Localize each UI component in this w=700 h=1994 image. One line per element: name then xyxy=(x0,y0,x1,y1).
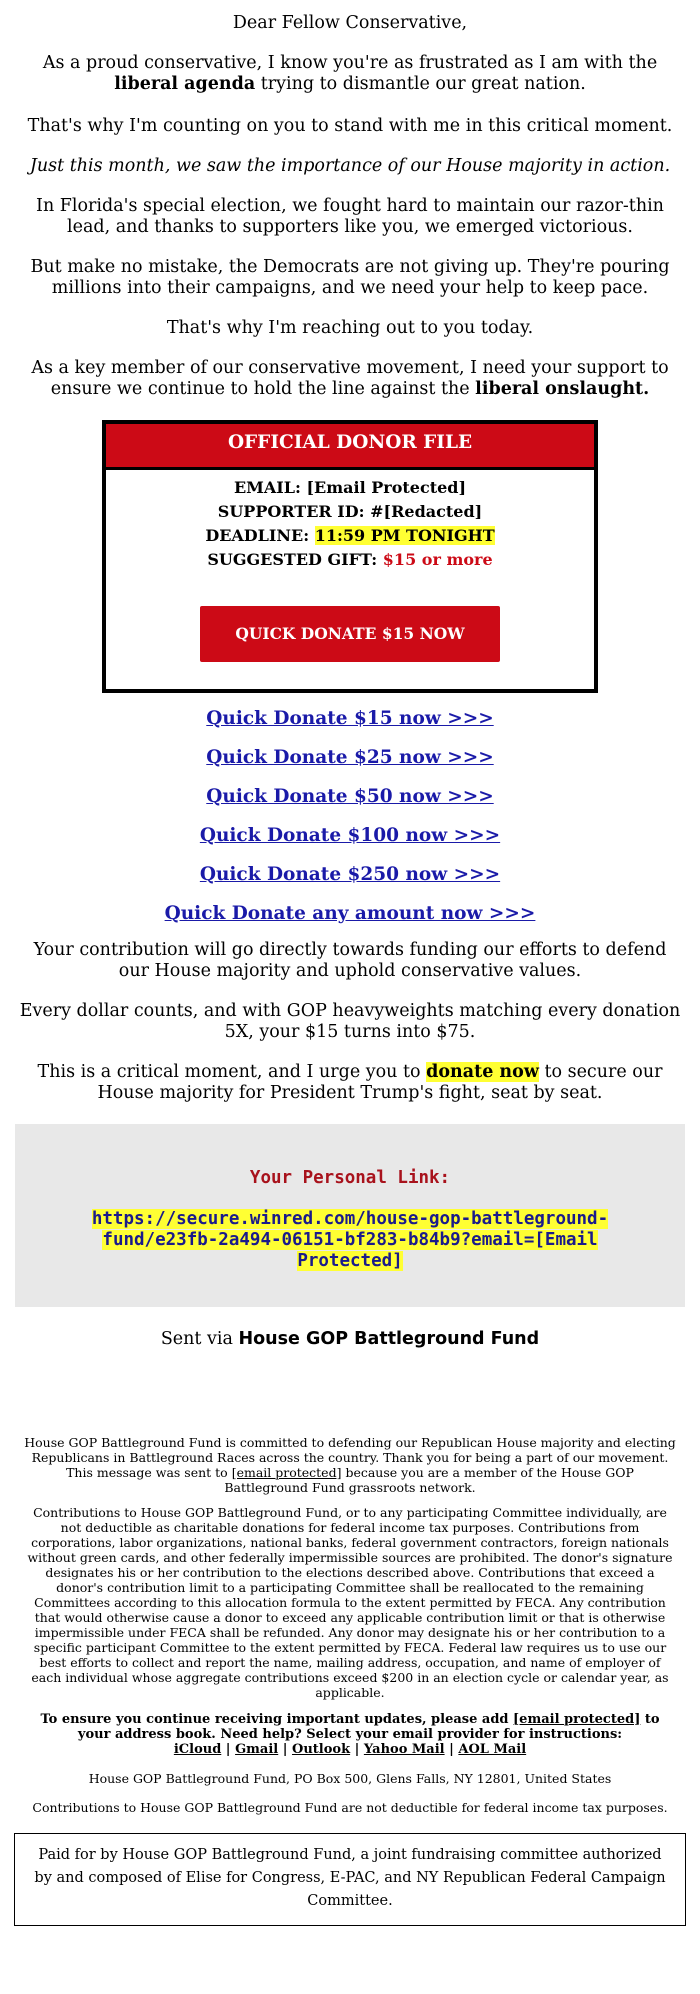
sent-via: Sent via House GOP Battleground Fund xyxy=(160,1329,540,1349)
deadline-highlight: 11:59 PM TONIGHT xyxy=(314,526,495,545)
personal-link-url[interactable]: https://secure.winred.com/house-gop-battleground-fund/e23fb-2a494-06151-bf283-b84b9?email=[Email Protected] xyxy=(91,1209,609,1271)
footer-commitment: House GOP Battleground Fund is committed to defending our Republican House majority and electing Republicans in Battleground Races across the country. Thank you for being a part of our movement. This message was sent to [email protected] because you are a member of the House GOP Battleground Fund grassroots network. xyxy=(24,1435,676,1495)
donor-suggested-gift: SUGGESTED GIFT: $15 or more xyxy=(207,550,493,569)
donor-supporter-id: SUPPORTER ID: #[Redacted] xyxy=(217,502,483,521)
footer-legal-disclaimer: Contributions to House GOP Battleground Fund, or to any participating Committee individually, are not deductible as charitable donations for federal income tax purposes. Contributions from corporations, labor organizations, national banks, federal government contractors, foreign nationals without green cards, and other federally impermissible sources are prohibited. The donor's signature designates his or her contribution to the elections described above. Contributions that exceed a donor's contribution limit to a participating Committee shall be reallocated to the remaining Committees according to this allocation formula to the extent permitted by FECA. Any contribution that would otherwise cause a donor to exceed any applicable contribution limit or that is otherwise impermissible under FECA shall be refunded. Any donor may designate his or her contribution to a specific participant Committee to the extent permitted by FECA. Federal law requires us to use our best efforts to collect and report the name, mailing address, occupation, and name of employer of each individual whose aggregate contributions exceed $200 in an election cycle or calendar year, as applicable. xyxy=(27,1505,673,1700)
paragraph-intro: As a proud conservative, I know you're as frustrated as I am with the liberal agenda trying to dismantle our great nation. xyxy=(42,53,658,94)
paragraph-every-dollar: Every dollar counts, and with GOP heavyweights matching every donation 5X, your $15 turns into $75. xyxy=(19,1001,681,1042)
paragraph-reaching: That's why I'm reaching out to you today. xyxy=(166,318,534,338)
quick-donate-25-link[interactable]: Quick Donate $25 now >>> xyxy=(206,747,494,768)
donor-email: EMAIL: [Email Protected] xyxy=(233,478,467,497)
donor-file-title: OFFICIAL DONOR FILE xyxy=(106,424,594,470)
paragraph-florida: In Florida's special election, we fought hard to maintain our razor-thin lead, and thanks to supporters like you, we emerged victorious. xyxy=(36,196,664,237)
quick-donate-100-link[interactable]: Quick Donate $100 now >>> xyxy=(199,825,501,846)
paragraph-critical-moment: This is a critical moment, and I urge you to donate now to secure our House majority for President Trump's fight, seat by seat. xyxy=(37,1062,663,1103)
footer-postal-address: House GOP Battleground Fund, PO Box 500, Glens Falls, NY 12801, United States xyxy=(88,1771,612,1786)
paragraph-italic: Just this month, we saw the importance of our House majority in action. xyxy=(29,156,671,176)
footer-address-book: To ensure you continue receiving important updates, please add [email protected] to your address book. Need help? Select your email provider for instructions: iCloud | Gmail | Outlook | Yahoo Mail | AOL Mail xyxy=(40,1712,660,1757)
liberal-onslaught-emphasis: liberal onslaught. xyxy=(475,379,650,399)
personal-link-title: Your Personal Link: xyxy=(249,1168,451,1188)
paragraph-democrats: But make no mistake, the Democrats are not giving up. They're pouring millions into their campaigns, and we need your help to keep pace. xyxy=(30,257,670,298)
paragraph-counting: That's why I'm counting on you to stand with me in this critical moment. xyxy=(27,116,673,136)
donate-now-highlight: donate now xyxy=(426,1062,539,1082)
footer-deductible-notice: Contributions to House GOP Battleground Fund are not deductible for federal income tax purposes. xyxy=(32,1800,668,1815)
provider-yahoo-link[interactable]: Yahoo Mail xyxy=(363,1742,445,1757)
personal-link-panel xyxy=(15,1124,685,1307)
quick-donate-250-link[interactable]: Quick Donate $250 now >>> xyxy=(199,864,501,885)
address-book-email-link[interactable]: [email protected] xyxy=(513,1712,641,1727)
paragraph-contribution: Your contribution will go directly towards funding our efforts to defend our House majority and uphold conservative values. xyxy=(33,940,667,981)
paid-for-disclaimer: Paid for by House GOP Battleground Fund, a joint fundraising committee authorized by and composed of Elise for Congress, E-PAC, and NY Republican Federal Campaign Committee. xyxy=(14,1833,686,1926)
quick-donate-50-link[interactable]: Quick Donate $50 now >>> xyxy=(206,786,494,807)
sender-name: House GOP Battleground Fund xyxy=(238,1329,540,1349)
provider-outlook-link[interactable]: Outlook xyxy=(292,1742,351,1757)
provider-icloud-link[interactable]: iCloud xyxy=(173,1742,222,1757)
footer-email-link[interactable]: [email protected] xyxy=(231,1465,342,1480)
greeting: Dear Fellow Conservative, xyxy=(232,13,468,33)
provider-gmail-link[interactable]: Gmail xyxy=(235,1742,279,1757)
quick-donate-15-button[interactable]: QUICK DONATE $15 NOW xyxy=(200,606,500,662)
paragraph-key-member: As a key member of our conservative movement, I need your support to ensure we continue to hold the line against the liberal onslaught. xyxy=(31,358,669,399)
quick-donate-any-link[interactable]: Quick Donate any amount now >>> xyxy=(164,903,536,924)
donor-deadline: DEADLINE: 11:59 PM TONIGHT xyxy=(205,526,495,545)
donor-file-box xyxy=(102,420,598,693)
quick-donate-15-link[interactable]: Quick Donate $15 now >>> xyxy=(206,708,494,729)
provider-aol-link[interactable]: AOL Mail xyxy=(458,1742,527,1757)
liberal-agenda-emphasis: liberal agenda xyxy=(114,74,256,94)
